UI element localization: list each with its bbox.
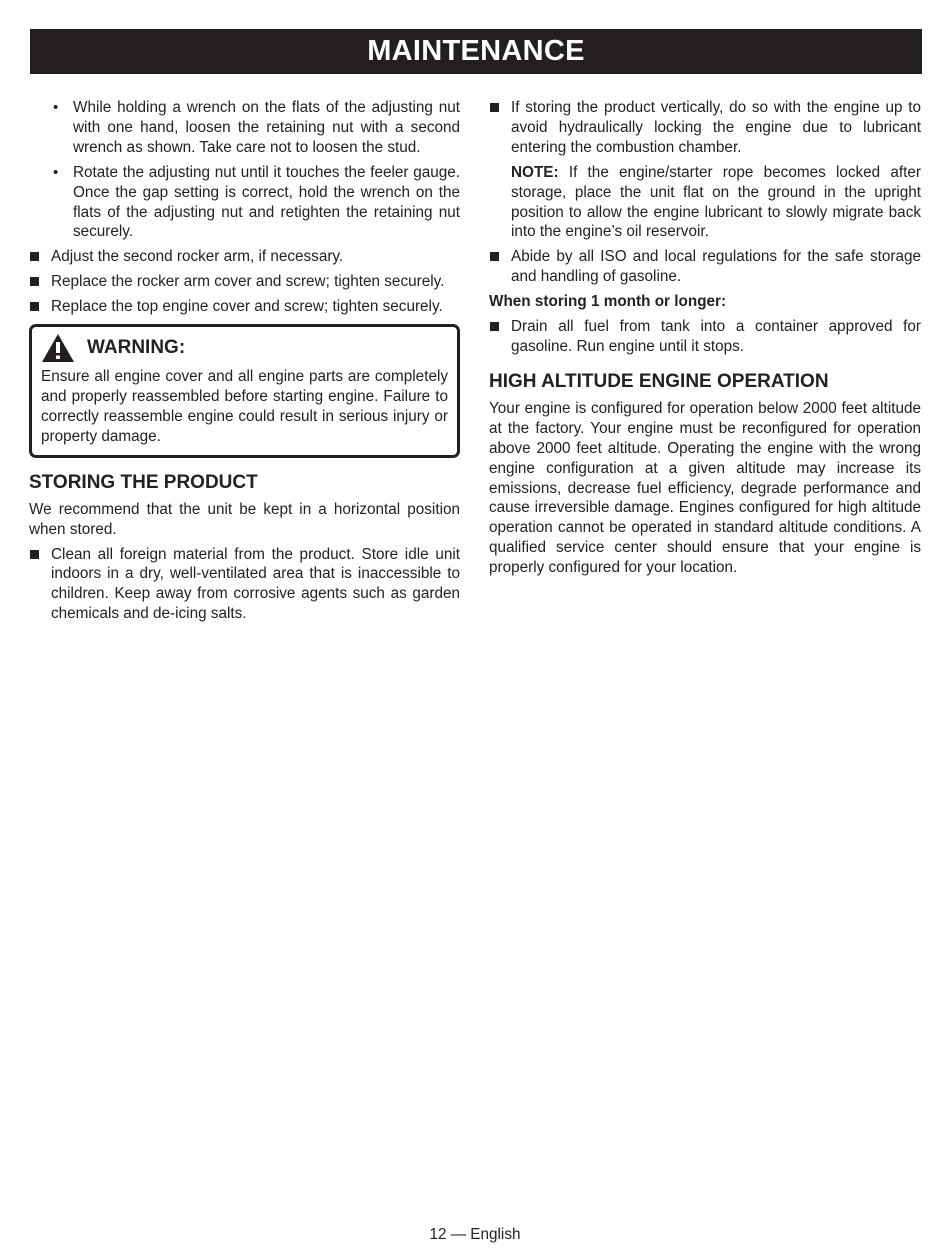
list-item <box>51 247 460 267</box>
warning-header <box>41 333 448 363</box>
page-title-banner <box>30 29 922 74</box>
note-text: If the engine/starter rope becomes locked after storage, place the unit flat on the ground in the upright position to allow the engine lubricant to slowly migrate back into the engine’s oil reservoir. <box>511 163 922 241</box>
warning-title: WARNING: <box>87 337 186 359</box>
month-storage-list <box>489 317 921 357</box>
adjustment-substeps <box>29 98 460 242</box>
list-item <box>51 545 460 625</box>
square-bullet-icon <box>30 252 39 261</box>
regulations-list <box>489 247 921 287</box>
right-column <box>489 98 921 578</box>
warning-box <box>29 324 460 458</box>
storing-item-text: Clean all foreign material from the product. Store idle unit indoors in a dry, well-ventilated area that is inaccessible to children. Keep away from corrosive agents such as garden chemicals and de-icing salts. <box>51 545 460 623</box>
drain-fuel-text: Drain all fuel from tank into a container approved for gasoline. Run engine until it stops. <box>511 318 921 355</box>
list-item <box>51 272 460 292</box>
square-bullet-icon <box>490 322 499 331</box>
step-text: Replace the rocker arm cover and screw; tighten securely. <box>51 273 445 291</box>
list-item <box>51 297 460 317</box>
left-column <box>29 98 460 629</box>
list-item <box>53 98 460 158</box>
step-text: Adjust the second rocker arm, if necessary. <box>51 248 344 266</box>
square-bullet-icon <box>30 302 39 311</box>
altitude-text: Your engine is configured for operation below 2000 feet altitude at the factory. Your engine must be reconfigured for operation above 2000 feet altitude. Operating the engine with the wrong engine configuration at a given altitude may increase its emissions, decrease fuel efficiency, degrade performance and cause irreversible damage. Engines configured for high altitude operation cannot be operated in standard altitude conditions. A qualified service center should ensure that your engine is properly configured for your location. <box>489 399 921 577</box>
maintenance-steps <box>29 247 460 317</box>
page-footer: 12 — English <box>429 1226 521 1243</box>
page-title: MAINTENANCE <box>367 35 585 67</box>
altitude-heading: HIGH ALTITUDE ENGINE OPERATION <box>489 370 829 392</box>
step-text: Replace the top engine cover and screw; tighten securely. <box>51 298 443 316</box>
square-bullet-icon <box>30 277 39 286</box>
storing-heading: STORING THE PRODUCT <box>29 471 258 493</box>
storing-continued-list <box>489 98 921 158</box>
square-bullet-icon <box>490 103 499 112</box>
warning-text: Ensure all engine cover and all engine parts are completely and properly reassembled before starting engine. Failure to correctly reassemble engine could result in serious injury or property damage. <box>41 368 448 445</box>
square-bullet-icon <box>30 550 39 559</box>
square-bullet-icon <box>490 252 499 261</box>
bullet-dot: • <box>53 163 59 181</box>
vertical-storage-text: If storing the product vertically, do so with the engine up to avoid hydraulically locking the engine due to lubricant entering the combustion chamber. <box>511 99 921 156</box>
regulations-text: Abide by all ISO and local regulations for the safe storage and handling of gasoline. <box>511 248 921 286</box>
bullet-dot: • <box>53 99 59 116</box>
note-label: NOTE: <box>511 163 559 181</box>
list-item <box>511 317 921 357</box>
warning-triangle-icon <box>41 333 75 363</box>
substep-text: While holding a wrench on the flats of the adjusting nut with one hand, loosen the retaining nut with a second wrench as shown. Take care not to loosen the stud. <box>73 99 460 156</box>
list-item <box>511 98 921 158</box>
month-storage-heading: When storing 1 month or longer: <box>489 293 727 311</box>
list-item <box>511 247 921 287</box>
storing-list <box>29 545 460 625</box>
list-item <box>53 163 460 243</box>
storing-intro: We recommend that the unit be kept in a horizontal position when stored. <box>29 500 460 538</box>
substep-text: Rotate the adjusting nut until it touches the feeler gauge. Once the gap setting is correct, hold the wrench on the flats of the adjusting nut and retighten the retaining nut securely. <box>73 163 460 241</box>
note-paragraph <box>511 163 921 243</box>
